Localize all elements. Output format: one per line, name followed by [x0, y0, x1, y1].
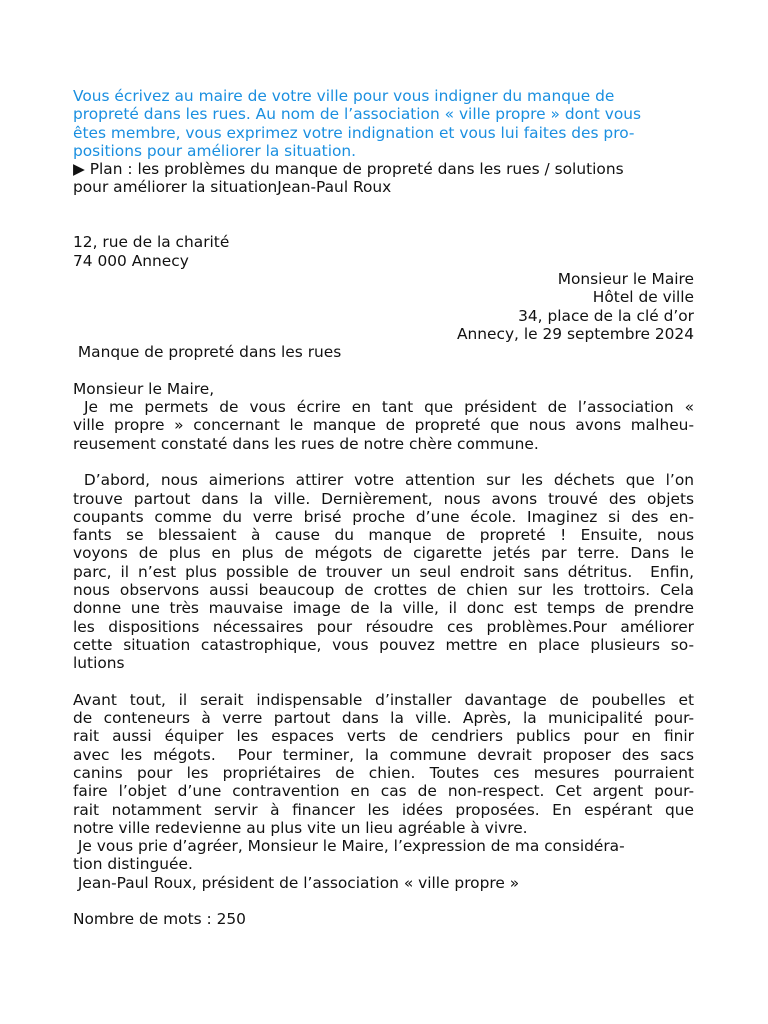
closing-line: tion distinguée. [73, 855, 193, 874]
paragraph-line: rait aussi équiper les espaces verts de cendriers publics pour en finir [73, 727, 694, 746]
paragraph-problems [73, 471, 694, 672]
paragraph-line: avec les mégots. Pour terminer, la commune devrait proposer des sacs [73, 745, 694, 764]
paragraph-line: rait notamment servir à financer les idées proposées. En espérant que [73, 800, 694, 819]
paragraph-line: de conteneurs à verre partout dans la ville. Après, la municipalité pour- [73, 709, 694, 728]
paragraph-line: lutions [73, 654, 125, 673]
intro-line: ville propre » concernant le manque de propreté que nous avons malheu- [73, 416, 694, 435]
sender-street: 12, rue de la charité [73, 233, 230, 252]
salutation: Monsieur le Maire, [73, 379, 215, 398]
prompt-line: Vous écrivez au maire de votre ville pour vous indigner du manque de [73, 87, 615, 105]
prompt-line: propreté dans les rues. Au nom de l’association « ville propre » dont vous [73, 105, 642, 124]
plan [73, 160, 694, 197]
letter-subject: Manque de propreté dans les rues [73, 343, 342, 362]
paragraph-line: nous observons aussi beaucoup de crottes de chien sur les trottoirs. Cela [73, 581, 694, 600]
letter-page [73, 87, 694, 929]
plan-line: ▶ Plan : les problèmes du manque de propreté dans les rues / solutions [73, 160, 624, 179]
paragraph-line: voyons de plus en plus de mégots de cigarette jetés par terre. Dans le [73, 544, 694, 563]
recipient-address [73, 270, 694, 343]
prompt-line: êtes membre, vous exprimez votre indignation et vous lui faites des pro- [73, 123, 635, 142]
sender-address [73, 233, 694, 270]
recipient-line: Hôtel de ville [592, 288, 694, 307]
paragraph-line: les dispositions nécessaires pour résoudre ces problèmes.Pour améliorer [73, 617, 694, 636]
signature: Jean-Paul Roux, président de l’association « ville propre » [73, 873, 520, 892]
paragraph-line: Avant tout, il serait indispensable d’installer davantage de poubelles et [73, 690, 694, 709]
recipient-line: Monsieur le Maire [557, 269, 694, 288]
paragraph-line: D’abord, nous aimerions attirer votre attention sur les déchets que l’on [73, 471, 694, 490]
paragraph-line: notre ville redevienne au plus vite un lieu agréable à vivre. [73, 818, 528, 837]
paragraph-solutions [73, 691, 694, 837]
paragraph-line: faire l’objet d’une contravention en cas de non-respect. Cet argent pour- [73, 782, 694, 801]
closing-line: Je vous prie d’agréer, Monsieur le Maire, l’expression de ma considéra- [73, 837, 625, 856]
date-line: Annecy, le 29 septembre 2024 [456, 324, 694, 343]
paragraph-line: trouve partout dans la ville. Dernièrement, nous avons trouvé des objets [73, 489, 694, 508]
plan-line: pour améliorer la situationJean-Paul Roux [73, 178, 392, 197]
recipient-line: 34, place de la clé d’or [518, 306, 694, 325]
closing-formula [73, 837, 694, 874]
paragraph-line: coupants comme du verre brisé proche d’une école. Imaginez si des en- [73, 507, 694, 526]
paragraph-line: cette situation catastrophique, vous pouvez mettre en place plusieurs so- [73, 635, 694, 654]
paragraph-line: parc, il n’est plus possible de trouver un seul endroit sans détritus. Enfin, [73, 562, 694, 581]
paragraph-line: canins pour les propriétaires de chien. Toutes ces mesures pourraient [73, 763, 694, 782]
intro-line: Je me permets de vous écrire en tant que président de l’association « [73, 398, 694, 417]
paragraph-line: fants se blessaient à cause du manque de propreté ! Ensuite, nous [73, 526, 694, 545]
paragraph-line: donne une très mauvaise image de la ville, il donc est temps de prendre [73, 599, 694, 618]
intro-paragraph [73, 398, 694, 453]
intro-line: reusement constaté dans les rues de notre chère commune. [73, 434, 539, 453]
prompt-line: positions pour améliorer la situation. [73, 141, 357, 160]
sender-city: 74 000 Annecy [73, 251, 189, 270]
assignment-prompt [73, 87, 694, 160]
word-count: Nombre de mots : 250 [73, 910, 246, 929]
